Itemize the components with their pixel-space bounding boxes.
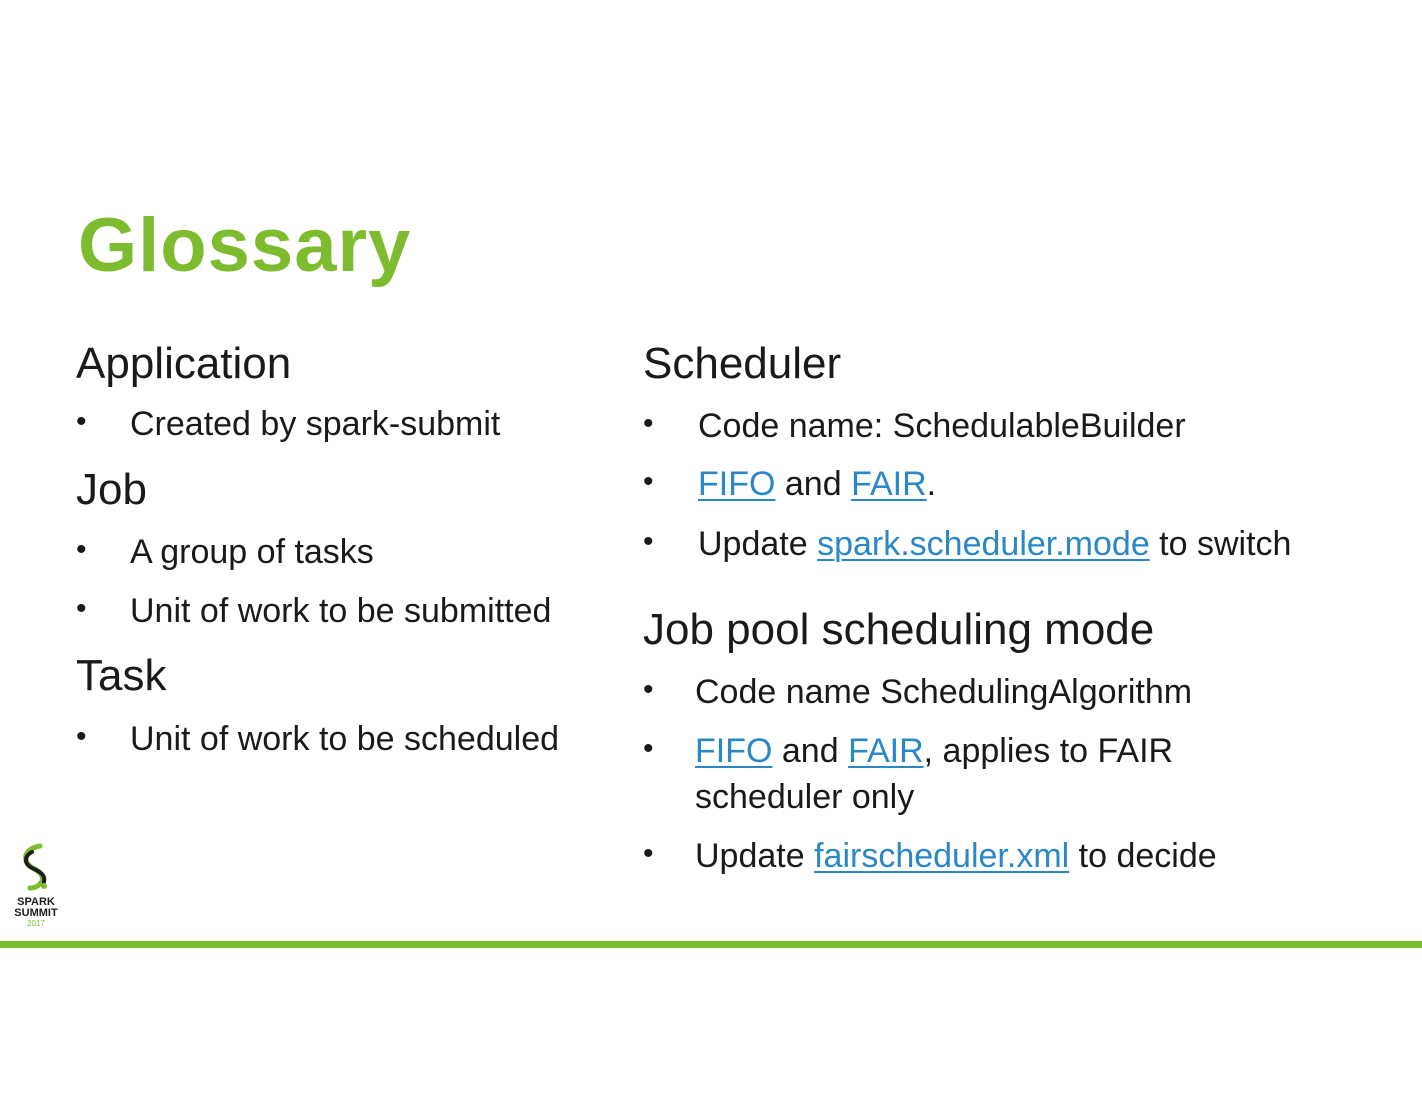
footer-accent-bar (0, 941, 1422, 948)
heading-task: Task (76, 651, 167, 700)
bullet-icon: • (643, 407, 654, 440)
bullet-icon: • (643, 525, 654, 558)
bullet-icon: • (76, 533, 87, 566)
heading-application: Application (76, 339, 292, 388)
fifo-link[interactable]: FIFO (695, 732, 773, 770)
spark-swirl-icon (10, 842, 62, 894)
bullet-icon: • (643, 732, 654, 765)
logo-text-summit: SUMMIT (14, 907, 58, 919)
heading-scheduler: Scheduler (643, 339, 842, 388)
logo-text-spark: SPARK (17, 896, 55, 908)
spark-summit-logo (10, 842, 62, 932)
heading-job-pool-scheduling-mode: Job pool scheduling mode (643, 605, 1155, 654)
fair-link[interactable]: FAIR (851, 465, 927, 503)
bullet-icon: • (76, 720, 87, 753)
fairscheduler-xml-link[interactable]: fairscheduler.xml (814, 837, 1070, 875)
bullet-icon: • (76, 405, 87, 438)
heading-job: Job (76, 465, 147, 514)
bullet-icon: • (76, 592, 87, 625)
bullet-icon: • (643, 837, 654, 870)
list-item-continuation: scheduler only (695, 778, 915, 816)
fair-link[interactable]: FAIR (848, 732, 924, 770)
bullet-icon: • (643, 673, 654, 706)
bullet-icon: • (643, 465, 654, 498)
fifo-link[interactable]: FIFO (698, 465, 776, 503)
logo-year: 2017 (27, 919, 45, 928)
scheduler-mode-link[interactable]: spark.scheduler.mode (817, 525, 1150, 563)
slide-title: Glossary (78, 203, 412, 288)
